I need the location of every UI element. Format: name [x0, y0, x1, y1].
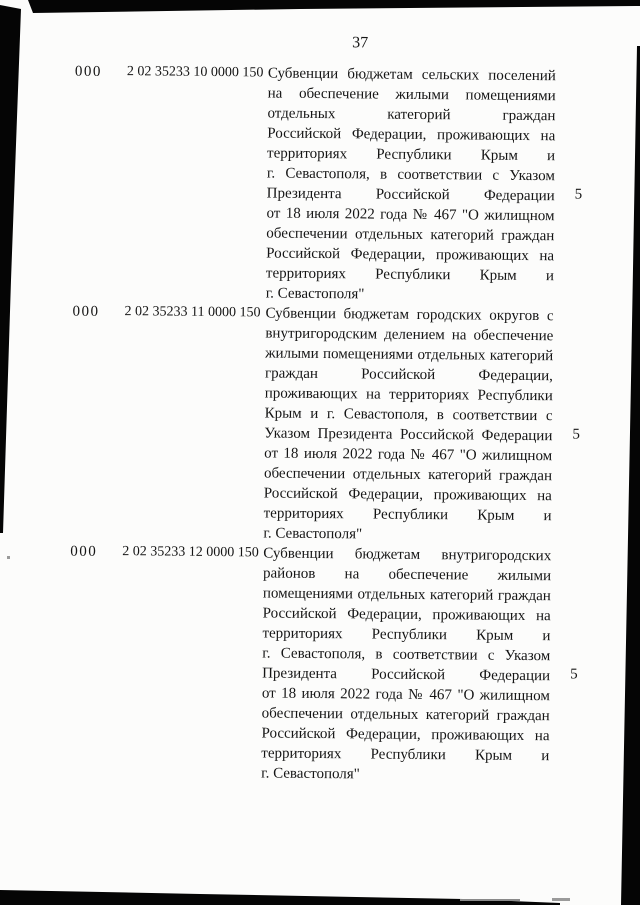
- description-line: от 18 июля 2022 года № 467 "О жилищном: [264, 445, 553, 465]
- amount-cell: 5: [570, 666, 578, 683]
- description-line: г. Севастополя": [263, 525, 363, 543]
- description-line: граждан Российской Федерации,: [264, 365, 554, 385]
- amount-cell: 5: [572, 426, 580, 443]
- description-cell: [266, 64, 556, 307]
- description-line: территориях Республики Крым и: [262, 625, 551, 645]
- description-line: Указом Президента Российской Федерации: [264, 425, 553, 445]
- description-line: отдельных категорий граждан: [267, 105, 556, 125]
- description-line: Крым и г. Севастополя, в соответствии с: [264, 405, 553, 425]
- description-line: районов на обеспечение жилыми: [262, 565, 552, 585]
- description-line: проживающих на территориях Республики: [264, 385, 553, 405]
- description-line: на обеспечение жилыми помещениями: [267, 85, 556, 105]
- description-cell: [261, 543, 551, 786]
- description-line: Российской Федерации, проживающих на: [267, 125, 556, 145]
- entries-list: [68, 62, 595, 787]
- description-line: Субвенции бюджетам сельских поселений: [267, 65, 556, 85]
- budget-classification-code-cell: 2 02 35233 11 0000 150: [124, 304, 261, 321]
- page-number: 37: [352, 34, 369, 52]
- description-line: обеспечении отдельных категорий граждан: [261, 705, 550, 725]
- description-line: территориях Республики Крым и: [265, 265, 555, 285]
- budget-classification-code-cell: 2 02 35233 12 0000 150: [122, 544, 259, 561]
- description-line: Российской Федерации, проживающих на: [262, 605, 551, 625]
- description-line: г. Севастополя, в соответствии с Указом: [266, 165, 555, 185]
- description-line: внутригородским делением на обеспечение: [265, 325, 554, 345]
- table-row: [70, 302, 592, 547]
- description-line: г. Севастополя": [265, 285, 365, 303]
- description-line: территориях Республики Крым и: [261, 745, 550, 765]
- description-line: г. Севастополя": [261, 765, 360, 783]
- admin-code-cell: 000: [70, 543, 98, 560]
- description-line: территориях Республики Крым и: [263, 505, 552, 525]
- description-line: обеспечении отдельных категорий граждан: [263, 465, 553, 485]
- description-line: от 18 июля 2022 года № 467 "О жилищном: [261, 685, 550, 705]
- table-row: [73, 62, 595, 307]
- admin-code-cell: 000: [74, 63, 102, 80]
- description-line: Российской Федерации, проживающих на: [263, 485, 552, 505]
- description-line: г. Севастополя, в соответствии с Указом: [262, 645, 551, 665]
- description-line: обеспечении отдельных категорий граждан: [266, 225, 555, 245]
- description-line: Российской Федерации, проживающих на: [266, 245, 555, 265]
- description-cell: [263, 303, 553, 546]
- budget-classification-code-cell: 2 02 35233 10 0000 150: [126, 64, 264, 81]
- description-line: от 18 июля 2022 года № 467 "О жилищном: [266, 205, 555, 225]
- description-line: Президента Российской Федерации: [262, 665, 551, 685]
- description-line: жилыми помещениями отдельных категорий: [265, 345, 554, 365]
- description-line: территориях Республики Крым и: [267, 145, 556, 165]
- description-line: Президента Российской Федерации: [266, 185, 555, 205]
- description-line: Субвенции бюджетам городских округов с: [265, 305, 554, 325]
- amount-cell: 5: [574, 186, 583, 203]
- table-row: [68, 542, 590, 787]
- description-line: помещениями отдельных категорий граждан: [262, 585, 551, 605]
- admin-code-cell: 000: [72, 303, 100, 320]
- description-line: Российской Федерации, проживающих на: [261, 725, 550, 745]
- description-line: Субвенции бюджетам внутригородских: [263, 545, 552, 565]
